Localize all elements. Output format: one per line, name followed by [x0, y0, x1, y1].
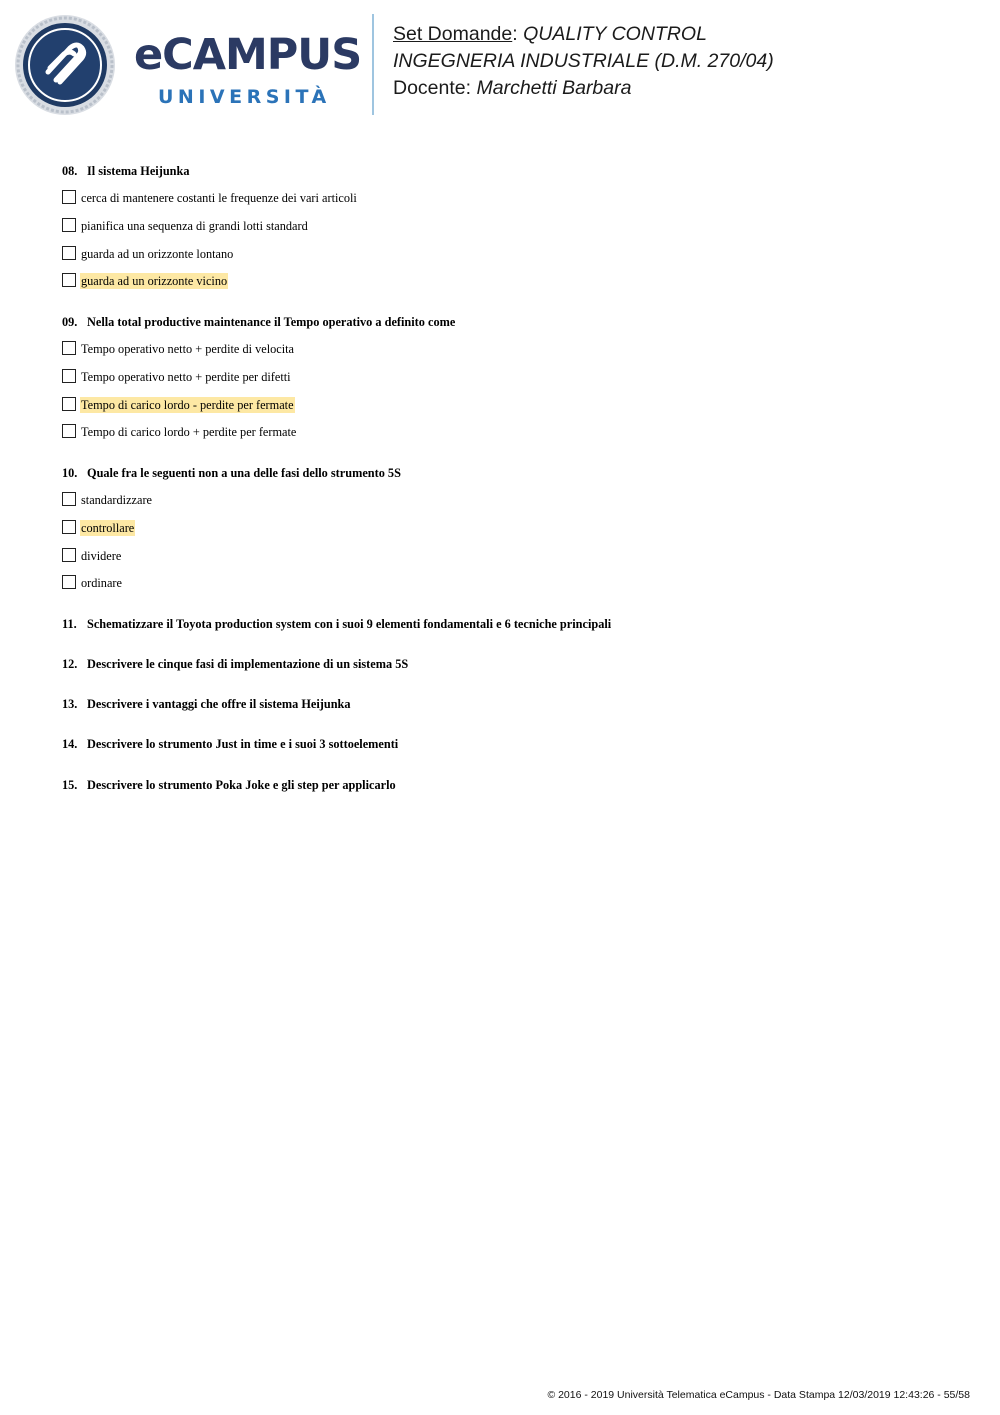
checkbox[interactable] — [62, 520, 76, 534]
question-number: 12. — [62, 657, 78, 671]
question-text: Nella total productive maintenance il Tempo operativo a definito come — [87, 315, 456, 329]
teacher-name: Marchetti Barbara — [476, 77, 632, 99]
question-text: Schematizzare il Toyota production system con i suoi 9 elementi fondamentali e 6 tecniche principali — [87, 617, 612, 631]
page-footer: © 2016 - 2019 Università Telematica eCampus - Data Stampa 12/03/2019 12:43:26 - 55/58 — [547, 1389, 970, 1401]
question-number: 08. — [62, 164, 78, 178]
checkbox[interactable] — [62, 190, 76, 204]
question-12 — [62, 657, 408, 671]
checkbox[interactable] — [62, 273, 76, 287]
question-text: Descrivere le cinque fasi di implementazione di un sistema 5S — [87, 657, 409, 671]
option-label: cerca di mantenere costanti le frequenze dei vari articoli — [81, 191, 357, 205]
checkbox[interactable] — [62, 218, 76, 232]
question-09 — [62, 315, 455, 329]
option-label: guarda ad un orizzonte lontano — [81, 247, 234, 261]
question-number: 10. — [62, 466, 78, 480]
checkbox[interactable] — [62, 424, 76, 438]
question-text: Quale fra le seguenti non a una delle fasi dello strumento 5S — [87, 466, 401, 480]
ecampus-emblem-logo — [14, 14, 116, 116]
checkbox[interactable] — [62, 492, 76, 506]
checkbox[interactable] — [62, 397, 76, 411]
checkbox[interactable] — [62, 369, 76, 383]
question-text: Descrivere lo strumento Just in time e i suoi 3 sottoelementi — [87, 737, 399, 751]
brand-subtitle: UNIVERSITÀ — [158, 86, 331, 108]
option-label-highlighted: Tempo di carico lordo - perdite per fermate — [81, 398, 294, 412]
option-label: Tempo di carico lordo + perdite per fermate — [81, 425, 297, 439]
question-text: Il sistema Heijunka — [87, 164, 190, 178]
checkbox[interactable] — [62, 246, 76, 260]
checkbox[interactable] — [62, 575, 76, 589]
question-15 — [62, 778, 396, 792]
question-10 — [62, 466, 401, 480]
question-13 — [62, 697, 351, 711]
document-header — [393, 21, 774, 102]
question-number: 13. — [62, 697, 78, 711]
question-14 — [62, 737, 398, 751]
course-title-line: Set Domande: QUALITY CONTROL — [393, 23, 707, 45]
option-label: standardizzare — [81, 493, 153, 507]
question-number: 14. — [62, 737, 78, 751]
option-label-highlighted: controllare — [81, 521, 135, 535]
course-program: INGEGNERIA INDUSTRIALE (D.M. 270/04) — [393, 50, 774, 72]
question-08 — [62, 164, 189, 178]
question-number: 15. — [62, 778, 78, 792]
set-label: Set Domande — [393, 23, 513, 45]
option-label: pianifica una sequenza di grandi lotti standard — [81, 219, 308, 233]
question-text: Descrivere i vantaggi che offre il sistema Heijunka — [87, 697, 351, 711]
checkbox[interactable] — [62, 548, 76, 562]
teacher-label: Docente: — [393, 77, 472, 99]
checkbox[interactable] — [62, 341, 76, 355]
question-11 — [62, 617, 611, 631]
option-label: dividere — [81, 549, 122, 563]
question-number: 09. — [62, 315, 78, 329]
brand-name: eCAMPUS — [134, 30, 362, 80]
ecampus-wordmark — [134, 30, 362, 114]
option-label: ordinare — [81, 576, 122, 590]
option-label: Tempo operativo netto + perdite per difetti — [81, 370, 291, 384]
header-divider — [372, 14, 374, 115]
question-number: 11. — [62, 617, 77, 631]
option-label-highlighted: guarda ad un orizzonte vicino — [81, 274, 228, 288]
option-label: Tempo operativo netto + perdite di velocita — [81, 342, 295, 356]
course-title: QUALITY CONTROL — [523, 23, 707, 45]
question-text: Descrivere lo strumento Poka Joke e gli step per applicarlo — [87, 778, 396, 792]
teacher-line — [393, 75, 774, 102]
